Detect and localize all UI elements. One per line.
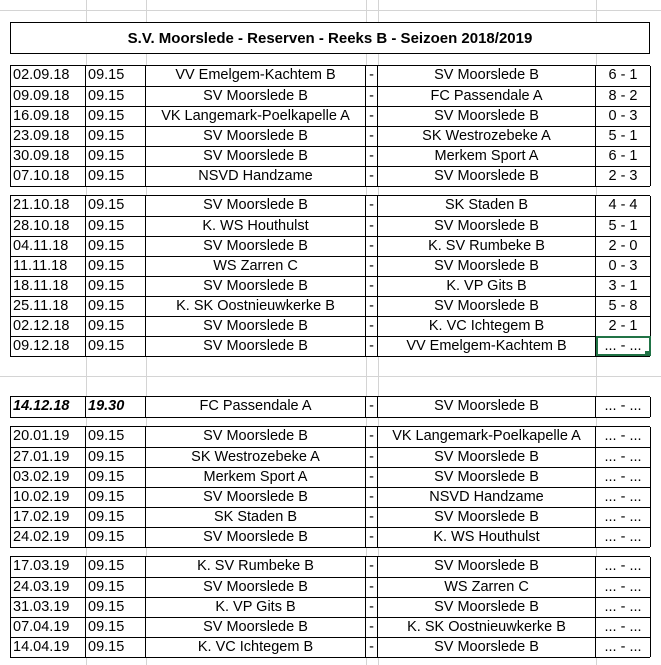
cell-away-team[interactable]: SV Moorslede B — [378, 637, 596, 657]
cell-home-team[interactable]: VK Langemark-Poelkapelle A — [146, 106, 366, 126]
cell-date[interactable]: 03.02.19 — [11, 467, 86, 487]
cell-time[interactable]: 09.15 — [86, 637, 146, 657]
cell-separator[interactable]: - — [366, 467, 378, 487]
cell-time[interactable]: 09.15 — [86, 166, 146, 186]
cell-score[interactable]: ... - ... — [596, 427, 651, 447]
cell-date[interactable]: 16.09.18 — [11, 106, 86, 126]
cell-time[interactable]: 09.15 — [86, 236, 146, 256]
cell-home-team[interactable]: SV Moorslede B — [146, 276, 366, 296]
cell-home-team[interactable]: SV Moorslede B — [146, 527, 366, 547]
cell-date[interactable]: 14.04.19 — [11, 637, 86, 657]
cell-home-team[interactable]: K. WS Houthulst — [146, 216, 366, 236]
match-row — [11, 597, 651, 617]
match-row — [11, 236, 651, 256]
cell-away-team[interactable]: SV Moorslede B — [378, 447, 596, 467]
match-row — [11, 66, 651, 86]
cell-score[interactable]: 2 - 0 — [596, 236, 651, 256]
cell-home-team[interactable]: SK Staden B — [146, 507, 366, 527]
match-group-5 — [10, 556, 650, 658]
cell-separator[interactable]: - — [366, 106, 378, 126]
cell-home-team[interactable]: SV Moorslede B — [146, 336, 366, 356]
cell-date[interactable]: 23.09.18 — [11, 126, 86, 146]
cell-away-team[interactable]: K. SK Oostnieuwkerke B — [378, 617, 596, 637]
cell-date[interactable]: 18.11.18 — [11, 276, 86, 296]
cell-time[interactable]: 09.15 — [86, 86, 146, 106]
cell-score[interactable]: ... - ... — [596, 577, 651, 597]
match-row — [11, 557, 651, 577]
cell-separator[interactable]: - — [366, 166, 378, 186]
match-row — [11, 467, 651, 487]
cell-separator[interactable]: - — [366, 296, 378, 316]
match-group-2 — [10, 195, 650, 357]
cell-time[interactable]: 09.15 — [86, 617, 146, 637]
match-row — [11, 216, 651, 236]
gridline — [0, 376, 661, 377]
cell-time[interactable]: 09.15 — [86, 557, 146, 577]
cell-time[interactable]: 09.15 — [86, 106, 146, 126]
cell-time[interactable]: 09.15 — [86, 66, 146, 86]
cell-date[interactable]: 02.12.18 — [11, 316, 86, 336]
cell-date[interactable]: 27.01.19 — [11, 447, 86, 467]
cell-separator[interactable]: - — [366, 507, 378, 527]
cell-home-team[interactable]: SV Moorslede B — [146, 617, 366, 637]
cell-score[interactable]: 5 - 8 — [596, 296, 651, 316]
schedule-title-text: S.V. Moorslede - Reserven - Reeks B - Seizoen 2018/2019 — [127, 29, 533, 47]
cell-score[interactable]: ... - ... — [596, 467, 651, 487]
cell-score[interactable]: 6 - 1 — [596, 66, 651, 86]
cell-home-team[interactable]: SV Moorslede B — [146, 427, 366, 447]
cell-away-team[interactable]: SK Staden B — [378, 196, 596, 216]
cell-home-team[interactable]: FC Passendale A — [146, 397, 366, 417]
cell-score[interactable]: 5 - 1 — [596, 216, 651, 236]
cell-score[interactable]: 2 - 3 — [596, 166, 651, 186]
match-group-4 — [10, 426, 650, 548]
match-row — [11, 316, 651, 336]
cell-separator[interactable]: - — [366, 66, 378, 86]
cell-away-team[interactable]: SV Moorslede B — [378, 557, 596, 577]
cell-separator[interactable]: - — [366, 487, 378, 507]
cell-date[interactable]: 24.02.19 — [11, 527, 86, 547]
cell-time[interactable]: 09.15 — [86, 447, 146, 467]
cell-time[interactable]: 09.15 — [86, 507, 146, 527]
cell-separator[interactable]: - — [366, 447, 378, 467]
cell-date[interactable]: 04.11.18 — [11, 236, 86, 256]
cell-home-team[interactable]: SV Moorslede B — [146, 126, 366, 146]
cell-away-team[interactable]: SV Moorslede B — [378, 66, 596, 86]
cell-date[interactable]: 07.10.18 — [11, 166, 86, 186]
match-row — [11, 86, 651, 106]
cell-separator[interactable]: - — [366, 336, 378, 356]
cell-date[interactable]: 25.11.18 — [11, 296, 86, 316]
match-group-3 — [10, 396, 650, 418]
cell-score-selected[interactable]: ... - ... — [596, 336, 651, 356]
cell-time[interactable]: 09.15 — [86, 196, 146, 216]
cell-separator[interactable]: - — [366, 126, 378, 146]
cell-away-team[interactable]: WS Zarren C — [378, 577, 596, 597]
cell-separator[interactable]: - — [366, 427, 378, 447]
match-row — [11, 296, 651, 316]
cell-home-team[interactable]: SV Moorslede B — [146, 196, 366, 216]
cell-separator[interactable]: - — [366, 256, 378, 276]
cell-home-team[interactable]: SV Moorslede B — [146, 577, 366, 597]
selection-fill-handle[interactable] — [645, 351, 650, 356]
cell-date[interactable]: 09.09.18 — [11, 86, 86, 106]
cell-away-team[interactable]: VK Langemark-Poelkapelle A — [378, 427, 596, 447]
cell-score[interactable]: ... - ... — [596, 447, 651, 467]
match-row — [11, 397, 651, 417]
cell-away-team[interactable]: VV Emelgem-Kachtem B — [378, 336, 596, 356]
cell-score[interactable]: ... - ... — [596, 527, 651, 547]
cell-home-team[interactable]: SV Moorslede B — [146, 86, 366, 106]
cell-time[interactable]: 09.15 — [86, 126, 146, 146]
match-row — [11, 427, 651, 447]
cell-away-team[interactable]: SV Moorslede B — [378, 216, 596, 236]
cell-date[interactable]: 28.10.18 — [11, 216, 86, 236]
match-row — [11, 166, 651, 186]
cell-separator[interactable]: - — [366, 557, 378, 577]
cell-time[interactable]: 09.15 — [86, 427, 146, 447]
cell-separator[interactable]: - — [366, 617, 378, 637]
cell-time[interactable]: 09.15 — [86, 146, 146, 166]
gridline — [0, 10, 661, 11]
cell-separator[interactable]: - — [366, 276, 378, 296]
cell-away-team[interactable]: SV Moorslede B — [378, 296, 596, 316]
cell-away-team[interactable]: SV Moorslede B — [378, 166, 596, 186]
cell-score[interactable]: ... - ... — [596, 637, 651, 657]
cell-separator[interactable]: - — [366, 527, 378, 547]
cell-date[interactable]: 07.04.19 — [11, 617, 86, 637]
cell-time[interactable]: 09.15 — [86, 296, 146, 316]
cell-time[interactable]: 09.15 — [86, 597, 146, 617]
match-row — [11, 146, 651, 166]
schedule-title[interactable] — [10, 22, 650, 54]
match-row — [11, 276, 651, 296]
cell-score[interactable]: ... - ... — [596, 507, 651, 527]
cell-separator[interactable]: - — [366, 236, 378, 256]
cell-separator[interactable]: - — [366, 577, 378, 597]
cell-time[interactable]: 19.30 — [86, 397, 146, 417]
cell-away-team[interactable]: K. VP Gits B — [378, 276, 596, 296]
cell-home-team[interactable]: K. VC Ichtegem B — [146, 637, 366, 657]
match-row — [11, 637, 651, 657]
cell-time[interactable]: 09.15 — [86, 336, 146, 356]
cell-score[interactable]: ... - ... — [596, 397, 651, 417]
cell-separator[interactable]: - — [366, 216, 378, 236]
cell-score[interactable]: ... - ... — [596, 487, 651, 507]
cell-time[interactable]: 09.15 — [86, 487, 146, 507]
cell-date[interactable]: 31.03.19 — [11, 597, 86, 617]
cell-away-team[interactable]: K. WS Houthulst — [378, 527, 596, 547]
match-row — [11, 577, 651, 597]
cell-home-team[interactable]: SV Moorslede B — [146, 487, 366, 507]
cell-date[interactable]: 24.03.19 — [11, 577, 86, 597]
match-group-1 — [10, 65, 650, 187]
cell-time[interactable]: 09.15 — [86, 256, 146, 276]
cell-home-team[interactable]: SK Westrozebeke A — [146, 447, 366, 467]
cell-date[interactable]: 02.09.18 — [11, 66, 86, 86]
cell-home-team[interactable]: K. SV Rumbeke B — [146, 557, 366, 577]
cell-time[interactable]: 09.15 — [86, 316, 146, 336]
cell-date[interactable]: 30.09.18 — [11, 146, 86, 166]
cell-home-team[interactable]: K. VP Gits B — [146, 597, 366, 617]
cell-away-team[interactable]: NSVD Handzame — [378, 487, 596, 507]
cell-time[interactable]: 09.15 — [86, 527, 146, 547]
match-row — [11, 106, 651, 126]
cell-away-team[interactable]: SV Moorslede B — [378, 397, 596, 417]
cell-home-team[interactable]: Merkem Sport A — [146, 467, 366, 487]
cell-separator[interactable]: - — [366, 146, 378, 166]
cell-away-team[interactable]: SV Moorslede B — [378, 597, 596, 617]
cell-home-team[interactable]: SV Moorslede B — [146, 146, 366, 166]
cell-score[interactable]: 6 - 1 — [596, 146, 651, 166]
cell-away-team[interactable]: SV Moorslede B — [378, 256, 596, 276]
cell-score[interactable]: ... - ... — [596, 597, 651, 617]
cell-score[interactable]: 0 - 3 — [596, 256, 651, 276]
cell-separator[interactable]: - — [366, 86, 378, 106]
match-row — [11, 336, 651, 356]
cell-time[interactable]: 09.15 — [86, 276, 146, 296]
cell-home-team[interactable]: VV Emelgem-Kachtem B — [146, 66, 366, 86]
cell-date[interactable]: 10.02.19 — [11, 487, 86, 507]
cell-away-team[interactable]: Merkem Sport A — [378, 146, 596, 166]
cell-home-team[interactable]: SV Moorslede B — [146, 236, 366, 256]
cell-separator[interactable]: - — [366, 597, 378, 617]
cell-score[interactable]: ... - ... — [596, 617, 651, 637]
match-row — [11, 126, 651, 146]
cell-score[interactable]: 2 - 1 — [596, 316, 651, 336]
cell-date[interactable]: 21.10.18 — [11, 196, 86, 216]
cell-away-team[interactable]: K. SV Rumbeke B — [378, 236, 596, 256]
cell-score[interactable]: ... - ... — [596, 557, 651, 577]
cell-score[interactable]: 3 - 1 — [596, 276, 651, 296]
match-row — [11, 507, 651, 527]
cell-home-team[interactable]: WS Zarren C — [146, 256, 366, 276]
cell-separator[interactable]: - — [366, 637, 378, 657]
match-row — [11, 196, 651, 216]
match-row — [11, 447, 651, 467]
cell-away-team[interactable]: SV Moorslede B — [378, 106, 596, 126]
cell-score[interactable]: 5 - 1 — [596, 126, 651, 146]
match-row — [11, 256, 651, 276]
cell-away-team[interactable]: SK Westrozebeke A — [378, 126, 596, 146]
cell-time[interactable]: 09.15 — [86, 467, 146, 487]
cell-score[interactable]: 4 - 4 — [596, 196, 651, 216]
cell-away-team[interactable]: SV Moorslede B — [378, 507, 596, 527]
cell-home-team[interactable]: K. SK Oostnieuwkerke B — [146, 296, 366, 316]
cell-score[interactable]: 8 - 2 — [596, 86, 651, 106]
cell-home-team[interactable]: NSVD Handzame — [146, 166, 366, 186]
cell-away-team[interactable]: SV Moorslede B — [378, 467, 596, 487]
cell-date[interactable]: 11.11.18 — [11, 256, 86, 276]
cell-time[interactable]: 09.15 — [86, 216, 146, 236]
match-row — [11, 617, 651, 637]
cell-home-team[interactable]: SV Moorslede B — [146, 316, 366, 336]
match-row — [11, 487, 651, 507]
cell-separator[interactable]: - — [366, 316, 378, 336]
cell-date[interactable]: 14.12.18 — [11, 397, 86, 417]
match-row — [11, 527, 651, 547]
cell-date[interactable]: 17.03.19 — [11, 557, 86, 577]
cell-time[interactable]: 09.15 — [86, 577, 146, 597]
cell-date[interactable]: 09.12.18 — [11, 336, 86, 356]
cell-away-team[interactable]: K. VC Ichtegem B — [378, 316, 596, 336]
cell-separator[interactable]: - — [366, 196, 378, 216]
cell-date[interactable]: 17.02.19 — [11, 507, 86, 527]
cell-away-team[interactable]: FC Passendale A — [378, 86, 596, 106]
cell-date[interactable]: 20.01.19 — [11, 427, 86, 447]
cell-score[interactable]: 0 - 3 — [596, 106, 651, 126]
cell-separator[interactable]: - — [366, 397, 378, 417]
